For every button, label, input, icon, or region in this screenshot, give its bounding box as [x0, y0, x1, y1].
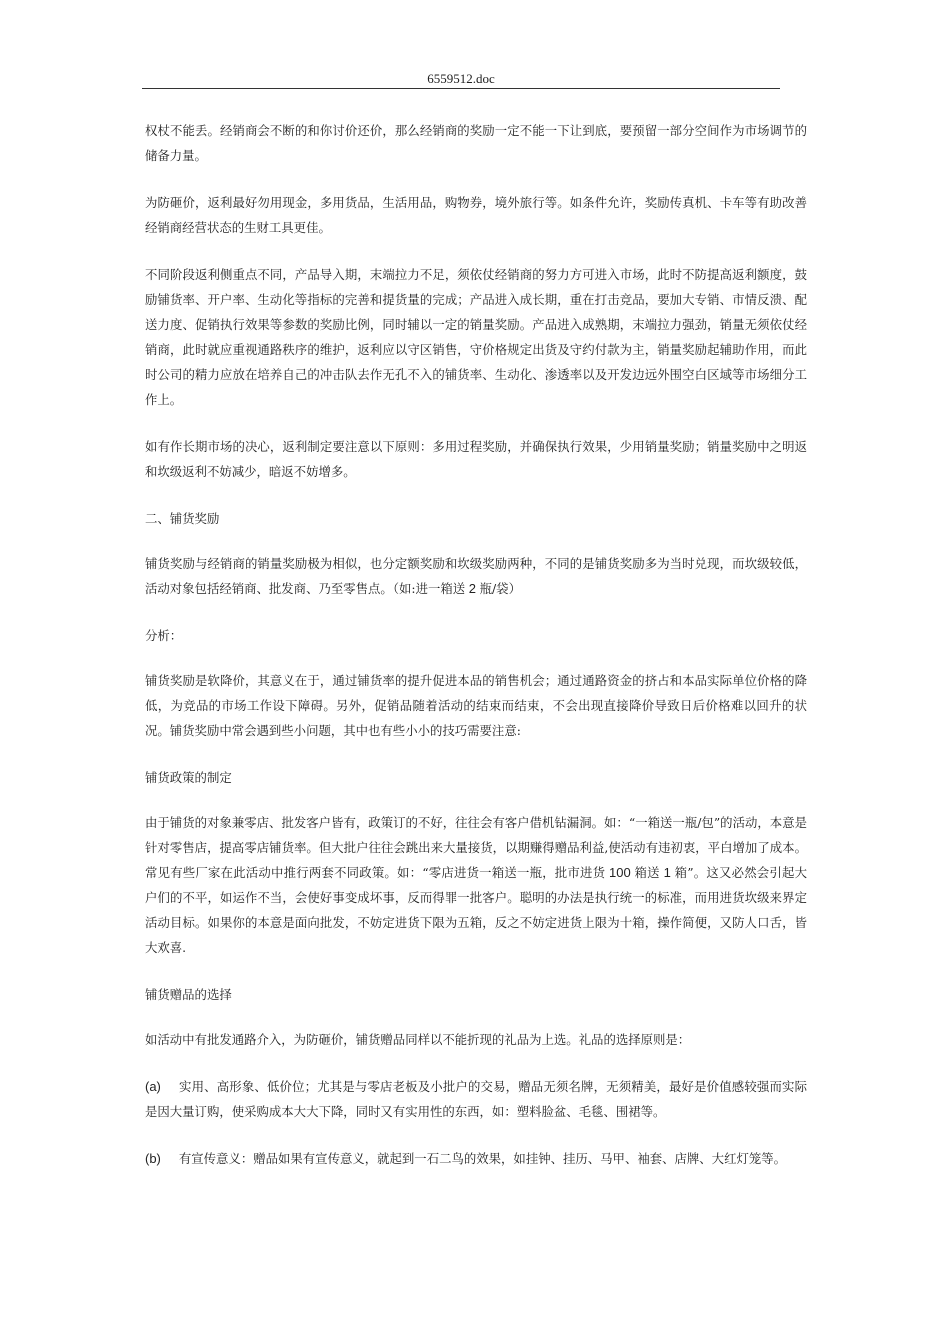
document-body [145, 118, 807, 1193]
number-text: 1 [659, 865, 675, 880]
section-heading: 铺货政策的制定 [145, 770, 232, 785]
number-text: 100 [605, 865, 635, 880]
header-rule [142, 88, 780, 89]
paragraph: 铺货奖励是软降价，其意义在于，通过铺货率的提升促进本品的销售机会；通过通路资金的挤占和本品实际单位价格的降低，为竞品的市场工作设下障碍。另外，促销品随着活动的结束而结束，不会出现直接降价导致日后价格难以回升的状况。铺货奖励中常会遇到些小问题，其中也有些小小的技巧需要注意: [145, 673, 807, 738]
paragraph: 如有作长期市场的决心，返利制定要注意以下原则：多用过程奖励，并确保执行效果，少用销量奖励；销量奖励中之明返和坎级返利不妨减少，暗返不妨增多。 [145, 439, 807, 479]
number-text: 2 [465, 581, 480, 596]
paragraph [145, 551, 807, 601]
paragraph-text: 铺货奖励与经销商的销量奖励极为相似，也分定额奖励和坎级奖励两种，不同的是铺货奖励多为当时兑现，而坎级较低，活动对象包括经销商、批发商、乃至零售点。（如:进一箱送 [145, 556, 807, 596]
section-heading: 二、铺货奖励 [145, 511, 220, 526]
paragraph-text: 由于铺货的对象兼零店、批发客户皆有，政策订的不好，往往会有客户借机钻漏洞。如：“一箱送一瓶/包”的活动，本意是针对零售店，提高零店铺货率。但大批户往往会跳出来大量接货，以期赚得赠品利益,使活动有违初衷，平白增加了成本。常见有些厂家在此活动中推行两套不同政策。如：“零店进货一箱送一瓶，批市进货 [145, 815, 807, 880]
list-label: (a) [145, 1079, 161, 1094]
paragraph: 如活动中有批发通路介入，为防砸价，铺货赠品同样以不能折现的礼品为上选。礼品的选择原则是： [145, 1032, 691, 1047]
paragraph-text: 箱送 [634, 865, 660, 880]
paragraph [145, 810, 807, 960]
paragraph-text: 瓶/袋） [479, 581, 521, 596]
header-filename: 6559512.doc [427, 71, 495, 86]
list-text: 实用、高形象、低价位；尤其是与零店老板及小批户的交易，赠品无须名牌，无须精美，最好是价值感较强而实际是因大量订购，使采购成本大大下降，同时又有实用性的东西，如：塑料脸盆、毛毯、围裙等。 [145, 1079, 807, 1119]
section-heading: 铺货赠品的选择 [145, 987, 232, 1002]
list-text: 有宣传意义：赠品如果有宣传意义，就起到一石二鸟的效果，如挂钟、挂历、马甲、袖套、店牌、大红灯笼等。 [178, 1151, 787, 1166]
list-item [145, 1146, 807, 1171]
paragraph-text: 箱”。这又必然会引起大户们的不平，如运作不当，会使好事变成坏事，反而得罪一批客户。聪明的办法是执行统一的标准，而用进货坎级来界定活动目标。如果你的本意是面向批发，不妨定进货下限为五箱，反之不妨定进货上限为十箱，操作简便，又防人口舌，皆大欢喜. [145, 865, 807, 955]
list-label: (b) [145, 1151, 161, 1166]
list-item [145, 1074, 807, 1124]
paragraph: 权杖不能丢。经销商会不断的和你讨价还价，那么经销商的奖励一定不能一下让到底，要预留一部分空间作为市场调节的储备力量。 [145, 123, 807, 163]
paragraph: 不同阶段返利侧重点不同，产品导入期，末端拉力不足，须依仗经销商的努力方可进入市场，此时不防提高返利额度，鼓励铺货率、开户率、生动化等指标的完善和提货量的完成；产品进入成长期，重在打击竞品，要加大专销、市情反溃、配送力度、促销执行效果等参数的奖励比例，同时辅以一定的销量奖励。产品进入成熟期，末端拉力强劲，销量无须依仗经销商，此时就应重视通路秩序的维护，返利应以守区销售，守价格规定出货及守约付款为主，销量奖励起辅助作用，而此时公司的精力应放在培养自己的冲击队去作无孔不入的铺货率、生动化、渗透率以及开发边远外围空白区域等市场细分工作上。 [145, 267, 807, 407]
section-heading: 分析： [145, 628, 183, 643]
paragraph: 为防砸价，返利最好勿用现金，多用货品，生活用品，购物券，境外旅行等。如条件允许，奖励传真机、卡车等有助改善经销商经营状态的生财工具更佳。 [145, 195, 807, 235]
